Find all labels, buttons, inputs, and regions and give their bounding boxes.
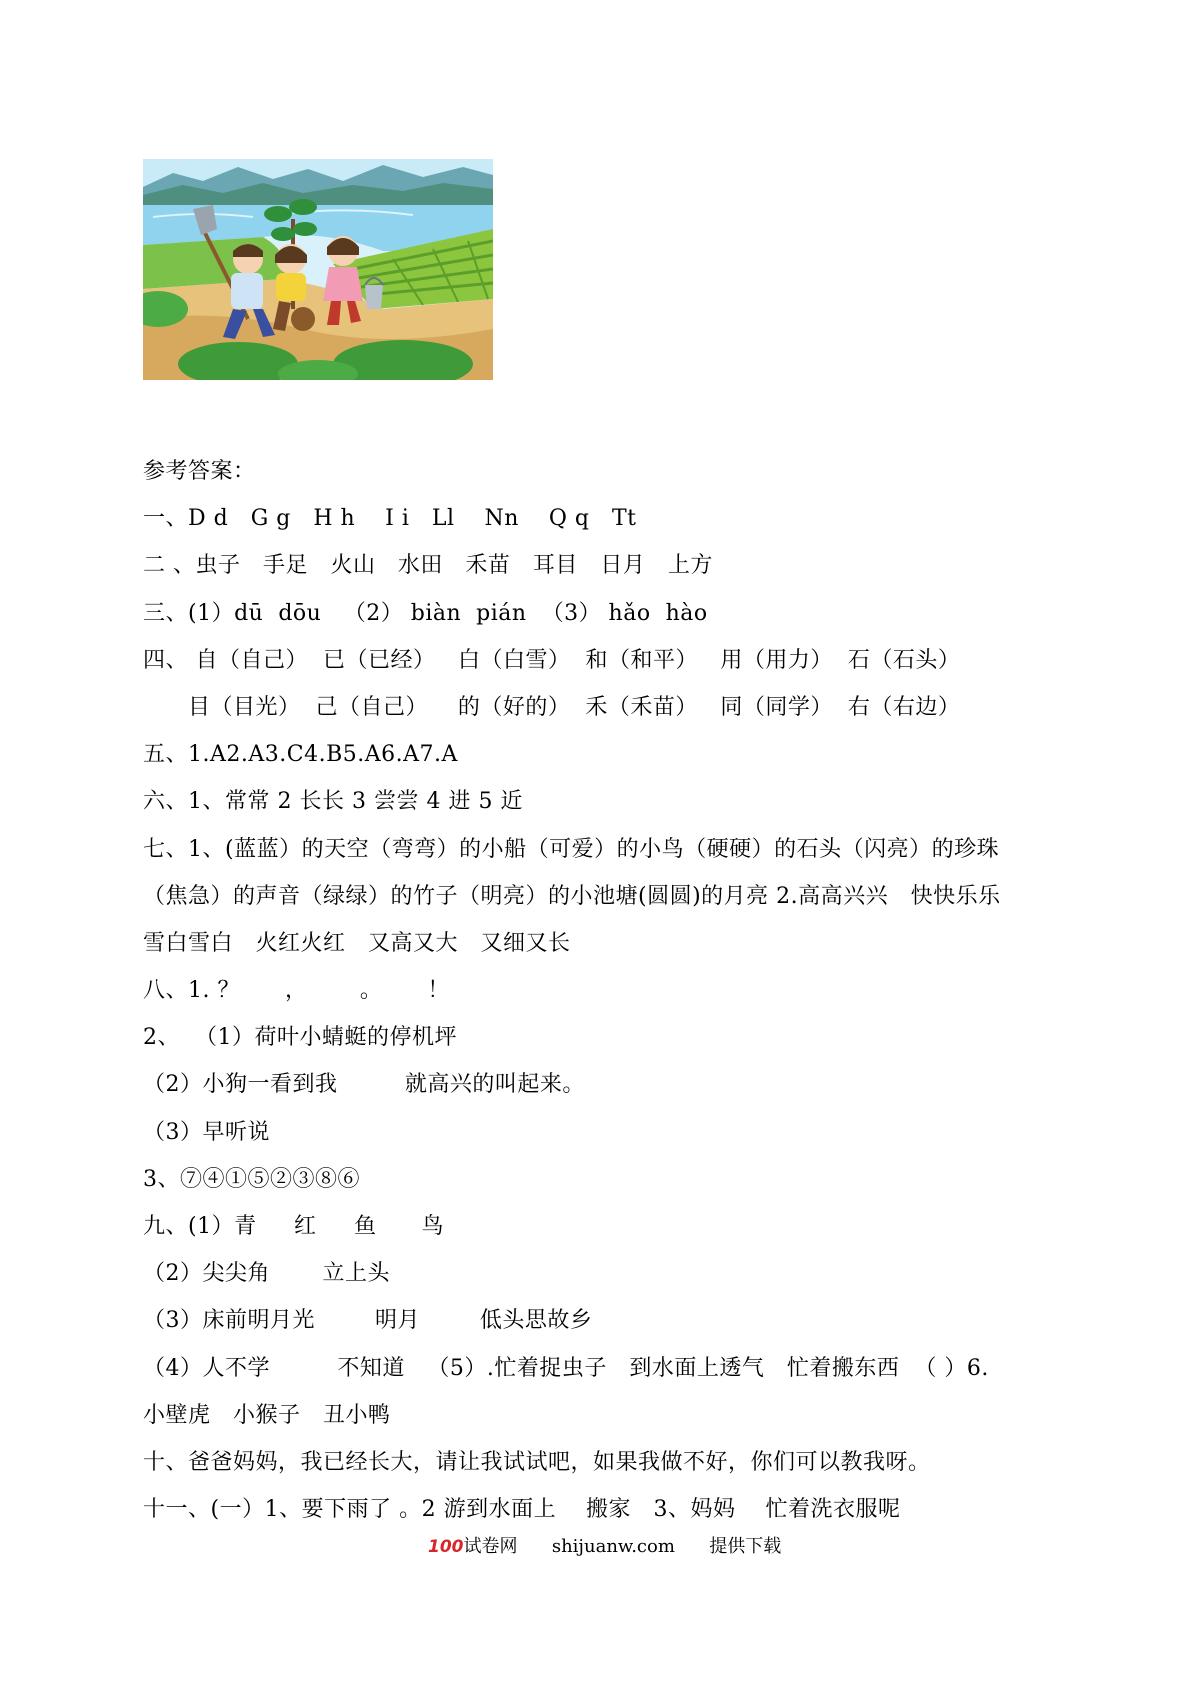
answer-line: 七、1、(蓝蓝）的天空（弯弯）的小船（可爱）的小鸟（硬硬）的石头（闪亮）的珍珠: [143, 836, 1000, 862]
answer-line: 九、(1）青 红 鱼 鸟: [143, 1214, 444, 1239]
answer-line: 八、1. ？ ， 。 ！: [143, 978, 450, 1004]
answer-line: 十一、(一）1、要下雨了 。2 游到水面上 搬家 3、妈妈 忙着洗衣服呢: [143, 1497, 901, 1523]
answer-line: （4）人不学 不知道 （5）.忙着捉虫子 到水面上透气 忙着搬东西 （ ）6.: [143, 1355, 989, 1381]
answer-line: （3）床前明月光 明月 低头思故乡: [143, 1308, 593, 1334]
answer-line: 四、 自（自己） 已（已经） 白（白雪） 和（和平） 用（用力） 石（石头）: [143, 647, 961, 673]
illustration: [143, 159, 493, 380]
footer: [428, 1532, 781, 1558]
logo-number: 100: [428, 1537, 464, 1557]
answer-line: 六、1、常常 2 长长 3 尝尝 4 进 5 近: [143, 789, 523, 815]
answer-line: 三、(1）dū dōu （2） biàn pián （3） hǎo hào: [143, 600, 708, 626]
answer-line: 2、 （1）荷叶小蜻蜓的停机坪: [143, 1025, 457, 1051]
answer-line: 十、爸爸妈妈，我已经长大，请让我试试吧，如果我做不好，你们可以教我呀。: [143, 1449, 931, 1475]
answer-line: 3、⑦④①⑤②③⑧⑥: [143, 1166, 360, 1192]
children-planting-tree-illustration: [143, 159, 493, 380]
provide-text: 提供下载: [709, 1536, 782, 1557]
answers-title: 参考答案：: [143, 459, 256, 484]
answer-line: （2）小狗一看到我 就高兴的叫起来。: [143, 1072, 585, 1098]
answer-line: 五、1.A2.A3.C4.B5.A6.A7.A: [143, 742, 458, 768]
logo-text: 试卷网: [463, 1536, 518, 1557]
site-url: shijuanw.com: [551, 1536, 675, 1557]
answer-line: 目（目光） 己（自己） 的（好的） 禾（禾苗） 同（同学） 右（右边）: [143, 694, 961, 720]
answer-line: （2）尖尖角 立上头: [143, 1261, 390, 1287]
answer-line: 雪白雪白 火红火红 又高又大 又细又长: [143, 930, 571, 956]
answer-line: （焦急）的声音（绿绿）的竹子（明亮）的小池塘(圆圆)的月亮 2.高高兴兴 快快乐乐: [143, 883, 1001, 909]
answer-line: 二 、虫子 手足 火山 水田 禾苗 耳目 日月 上方: [143, 553, 713, 579]
answer-line: 一、D d G g H h I i Ll Nn Q q Tt: [143, 506, 637, 532]
answer-line: （3）早听说: [143, 1119, 270, 1145]
answer-line: 小壁虎 小猴子 丑小鸭: [143, 1402, 391, 1428]
answer-content: [143, 448, 1063, 1533]
